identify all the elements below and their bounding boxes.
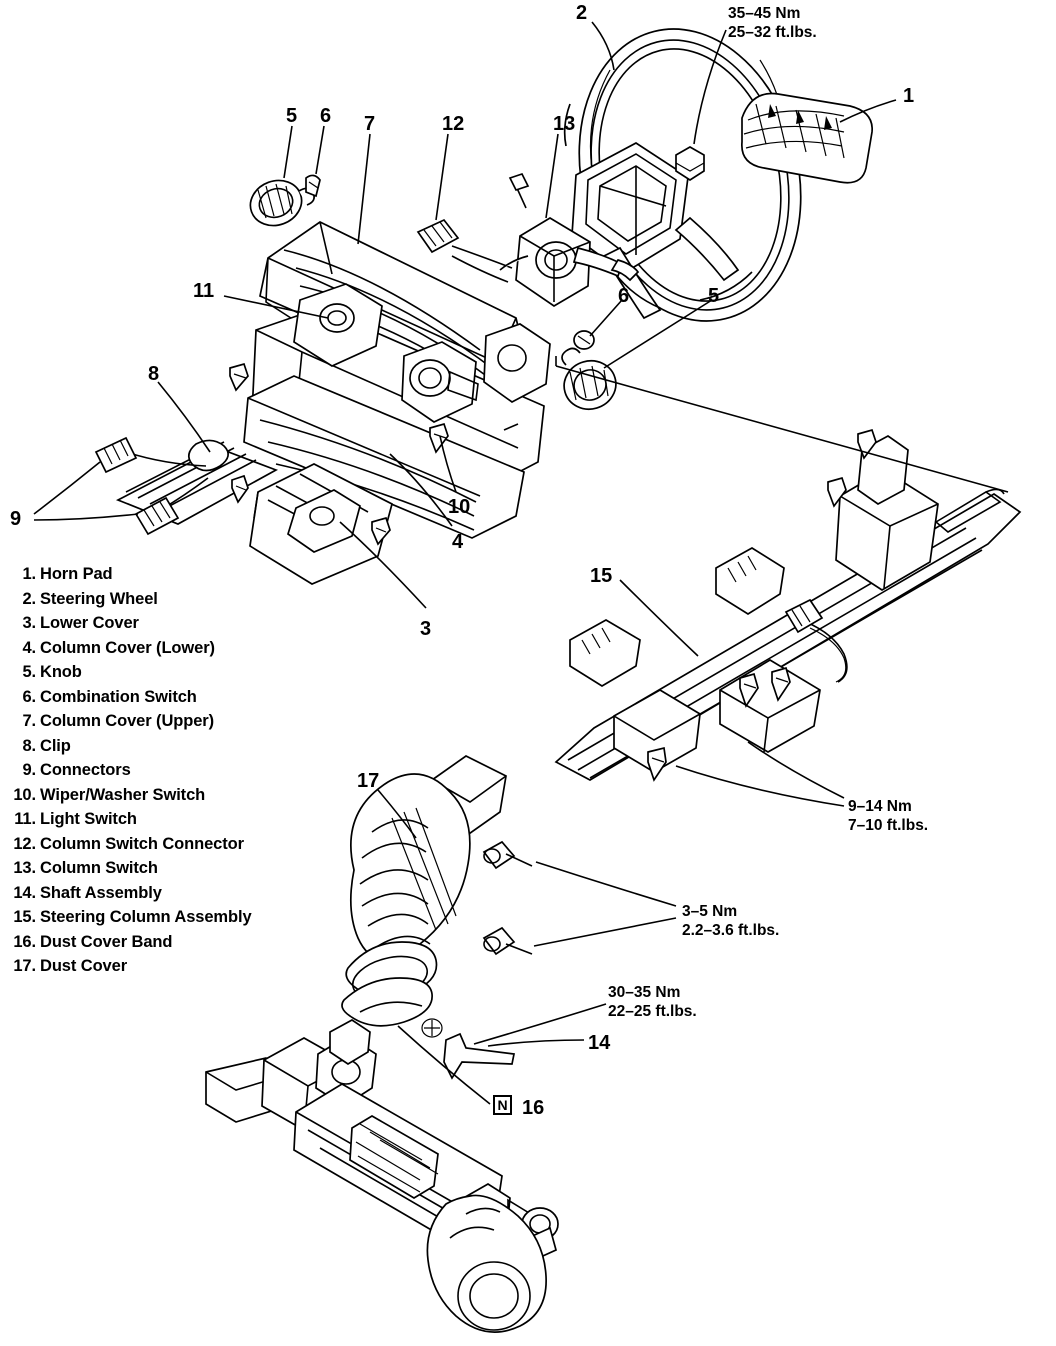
callout-16: 16: [522, 1097, 545, 1119]
torque-nm: 3–5 Nm: [682, 903, 738, 920]
torque-ftlbs: 2.2–3.6 ft.lbs.: [682, 922, 780, 940]
torque-spec-dust-cover: [682, 903, 779, 938]
knob-graphic-top: [244, 173, 314, 232]
legend-item: [10, 856, 310, 881]
callout-5-lower: 5: [708, 285, 720, 307]
legend-label: Clip: [40, 736, 71, 755]
legend-item: [10, 881, 310, 906]
legend-item: [10, 734, 310, 759]
callout-4: 4: [452, 531, 464, 553]
legend-label: Dust Cover: [40, 957, 128, 975]
legend-item: [10, 758, 310, 783]
combination-switch-screw-left: [306, 175, 320, 196]
callout-10: 10: [448, 496, 471, 518]
legend-number: 4.: [22, 638, 36, 657]
legend-label: Column Switch Connector: [40, 834, 244, 853]
note-marker-icon: N: [493, 1095, 512, 1115]
steering-wheel-graphic: [549, 5, 830, 344]
callout-2: 2: [576, 2, 588, 24]
legend-label: Column Cover (Lower): [40, 638, 215, 657]
callout-12: 12: [442, 113, 465, 135]
legend-number: 16.: [13, 932, 36, 951]
legend-number: 12.: [13, 834, 36, 853]
callout-1: 1: [903, 85, 915, 107]
callout-11: 11: [193, 280, 215, 302]
legend-label: Wiper/Washer Switch: [40, 785, 206, 804]
legend-item: [10, 587, 310, 612]
torque-ftlbs: 22–25 ft.lbs.: [608, 1003, 697, 1021]
legend-item: [10, 783, 310, 808]
callout-5-upper: 5: [286, 105, 298, 127]
torque-ftlbs: 7–10 ft.lbs.: [848, 817, 929, 835]
legend-label: Steering Column Assembly: [40, 908, 252, 926]
legend-label: Shaft Assembly: [40, 883, 162, 902]
legend-number: 15.: [13, 908, 36, 926]
legend-number: 5.: [22, 663, 36, 681]
torque-nm: 9–14 Nm: [848, 798, 912, 815]
legend-number: 8.: [22, 736, 36, 755]
torque-nm: 30–35 Nm: [608, 984, 681, 1001]
legend-label: Column Cover (Upper): [40, 712, 215, 730]
column-switch-connector-graphic: [418, 220, 512, 282]
legend-number: 6.: [22, 687, 36, 706]
legend-item: [10, 685, 310, 710]
torque-spec-shaft-assembly: [608, 984, 697, 1019]
legend-item: [10, 832, 310, 857]
legend-item: [10, 807, 310, 832]
legend-number: 14.: [13, 883, 36, 902]
callout-6-upper: 6: [320, 105, 332, 127]
legend-label: Column Switch: [40, 859, 158, 877]
legend-item: [10, 636, 310, 661]
legend-number: 10.: [13, 785, 36, 804]
legend-item: [10, 660, 310, 685]
torque-spec-column-bracket: [848, 798, 928, 833]
torque-nm: 35–45 Nm: [728, 5, 801, 22]
legend-item: [10, 905, 310, 930]
legend-label: Lower Cover: [40, 614, 139, 632]
legend-number: 13.: [13, 859, 36, 877]
legend-label: Knob: [40, 663, 82, 681]
legend-item: [10, 611, 310, 636]
legend-label: Light Switch: [40, 810, 137, 828]
steering-column-assembly-graphic: [556, 430, 1020, 780]
callout-7: 7: [364, 113, 376, 135]
dust-cover-graphic: [342, 756, 506, 1026]
legend-item: [10, 562, 310, 587]
legend-number: 1.: [22, 565, 36, 583]
legend-item: [10, 709, 310, 734]
legend-label: Steering Wheel: [40, 589, 158, 608]
legend-number: 3.: [22, 614, 36, 632]
legend-item: [10, 930, 310, 955]
legend-label: Connectors: [40, 761, 131, 779]
dust-cover-band-graphic: [422, 1019, 442, 1037]
legend-label: Dust Cover Band: [40, 932, 173, 951]
steering-gear-graphic: [206, 1020, 558, 1332]
legend-label: Horn Pad: [40, 565, 113, 583]
legend-number: 7.: [22, 712, 36, 730]
legend-number: 9.: [22, 761, 36, 779]
legend-item: [10, 954, 310, 979]
callout-17: 17: [357, 770, 380, 792]
legend-number: 2.: [22, 589, 36, 608]
callout-6-lower: 6: [618, 285, 630, 307]
parts-legend: [10, 562, 310, 979]
legend-number: 17.: [13, 957, 36, 975]
legend-number: 11.: [14, 810, 36, 828]
legend-label: Combination Switch: [40, 687, 197, 706]
callout-14: 14: [588, 1032, 611, 1054]
callout-8: 8: [148, 363, 160, 385]
callout-9: 9: [10, 508, 22, 530]
callout-13: 13: [553, 113, 576, 135]
torque-ftlbs: 25–32 ft.lbs.: [728, 24, 817, 42]
callout-3: 3: [420, 618, 432, 640]
torque-spec-steering-wheel: [728, 5, 817, 40]
callout-15: 15: [590, 565, 613, 587]
